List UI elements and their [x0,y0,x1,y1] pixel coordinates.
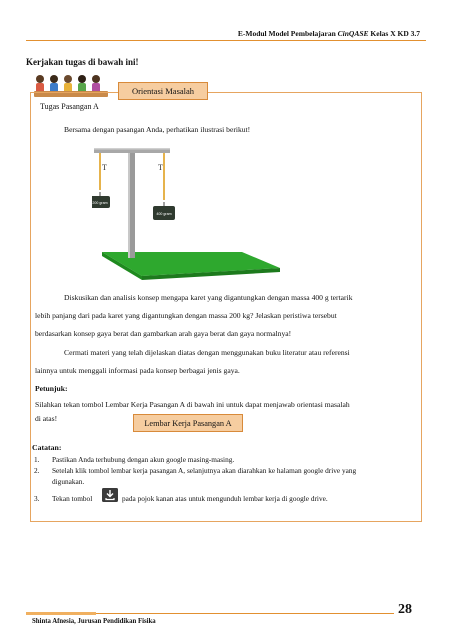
p1-line1: Diskusikan dan analisis konsep mengapa karet yang digantungkan dengan massa 400 g tertarik [64,293,353,302]
header-model: CinQASE [337,29,369,38]
note-3-text-a: Tekan tombol [52,494,93,503]
footer-author: Shinta Afnesia, Jurusan Pendidikan Fisika [32,618,156,625]
note-1-text: Pastikan Anda terhubung dengan akun google masing-masing. [52,455,235,464]
petunjuk-line1: Silahkan tekan tombol Lembar Kerja Pasangan A di bawah ini untuk dapat menjawab orientasi masalah [35,400,350,409]
subtask-label: Tugas Pasangan A [40,102,99,111]
note-2-text: Setelah klik tombol lembar kerja pasangan A, selanjutnya akan diarahkan ke halaman google drive yang [52,466,357,475]
lembar-kerja-button[interactable]: Lembar Kerja Pasangan A [133,414,243,432]
balance-illustration [92,140,282,280]
header-suffix: Kelas X KD 3.7 [368,29,420,38]
catatan-title: Catatan: [32,443,62,452]
note-1-num: 1. [34,455,40,464]
module-header [238,29,420,38]
header-rule [26,40,426,41]
petunjuk-line2: di atas! [35,414,58,423]
petunjuk-title: Petunjuk: [35,384,68,393]
note-3-num: 3. [34,494,40,503]
p1-line3: berdasarkan konsep gaya berat dan gambarkan arah gaya berat dan gaya normalnya! [35,329,292,338]
section-title: Kerjakan tugas di bawah ini! [26,57,139,67]
p2-line1: Cermati materi yang telah dijelaskan diatas dengan menggunakan buku literatur atau referensi [64,348,350,357]
download-icon [102,488,118,502]
header-prefix: E-Modul Model Pembelajaran [237,29,338,38]
page-number: 28 [398,602,412,617]
right-weight-label: 400 gram [156,212,172,216]
right-tension-label: T [158,163,163,172]
orientasi-tag: Orientasi Masalah [118,82,208,100]
note-3-text-b: pada pojok kanan atas untuk mengunduh lembar kerja di google drive. [122,494,328,503]
intro-text: Bersama dengan pasangan Anda, perhatikan ilustrasi berikut! [64,125,251,134]
note-2-text-cont: digunakan. [52,477,85,486]
left-weight-label: 200 gram [92,201,108,205]
left-tension-label: T [102,163,107,172]
p2-line2: lainnya untuk menggali informasi pada konsep berbagai jenis gaya. [35,366,240,375]
note-2-num: 2. [34,466,40,475]
footer-accent [26,612,96,615]
p1-line2: lebih panjang dari pada karet yang digantungkan dengan massa 200 kg? Jelaskan peristiwa tersebut [35,311,337,320]
